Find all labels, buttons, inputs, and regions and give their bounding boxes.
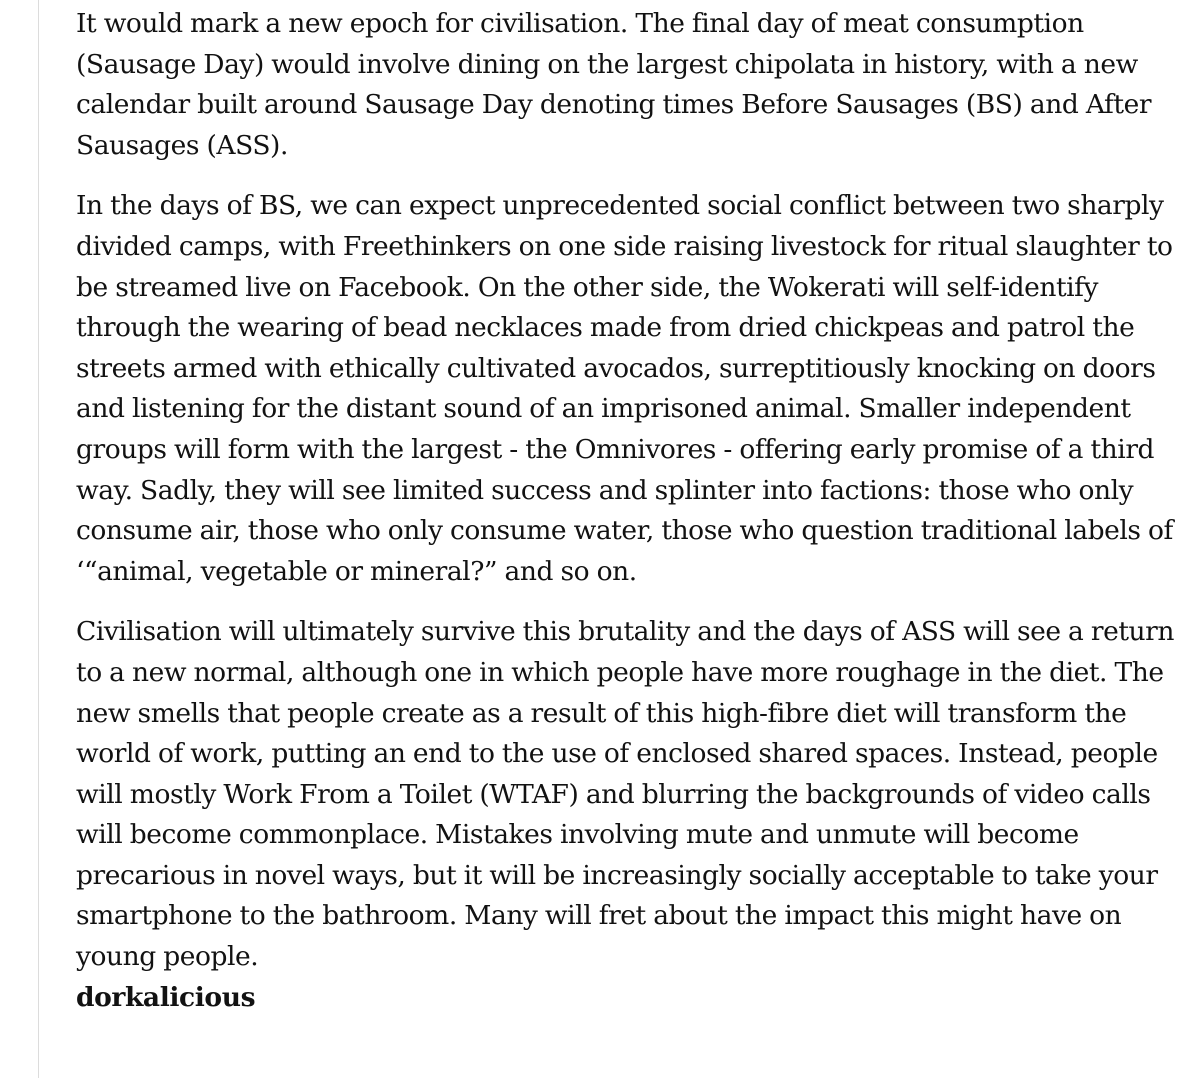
left-divider-line <box>38 0 39 1078</box>
author-signature: dorkalicious <box>76 981 256 1013</box>
article-body <box>76 4 1176 1018</box>
paragraph-sausage-day: It would mark a new epoch for civilisation. The final day of meat consumption (Sausage Day) would involve dining on the largest chipolata in history, with a new calendar built around Sausage Day denoting times Before Sausages (BS) and After Sausages (ASS). <box>76 8 1152 161</box>
paragraph-days-of-bs: In the days of BS, we can expect unprecedented social conflict between two sharply divided camps, with Freethinkers on one side raising livestock for ritual slaughter to be streamed live on Facebook. On the other side, the Wokerati will self-identify through the wearing of bead necklaces made from dried chickpeas and patrol the streets armed with ethically cultivated avocados, surreptitiously knocking on doors and listening for the distant sound of an imprisoned animal. Smaller independent groups will form with the largest - the Omnivores - offering early promise of a third way. Sadly, they will see limited success and splinter into factions: those who only consume air, those who only consume water, those who question traditional labels of ‘“animal, vegetable or mineral?” and so on. <box>76 190 1173 587</box>
paragraph-days-of-ass: Civilisation will ultimately survive this brutality and the days of ASS will see a return to a new normal, although one in which people have more roughage in the diet. The new smells that people create as a result of this high-fibre diet will transform the world of work, putting an end to the use of enclosed shared spaces. Instead, people will mostly Work From a Toilet (WTAF) and blurring the backgrounds of video calls will become commonplace. Mistakes involving mute and unmute will become precarious in novel ways, but it will be increasingly socially acceptable to take your smartphone to the bathroom. Many will fret about the impact this might have on young people. <box>76 616 1174 973</box>
